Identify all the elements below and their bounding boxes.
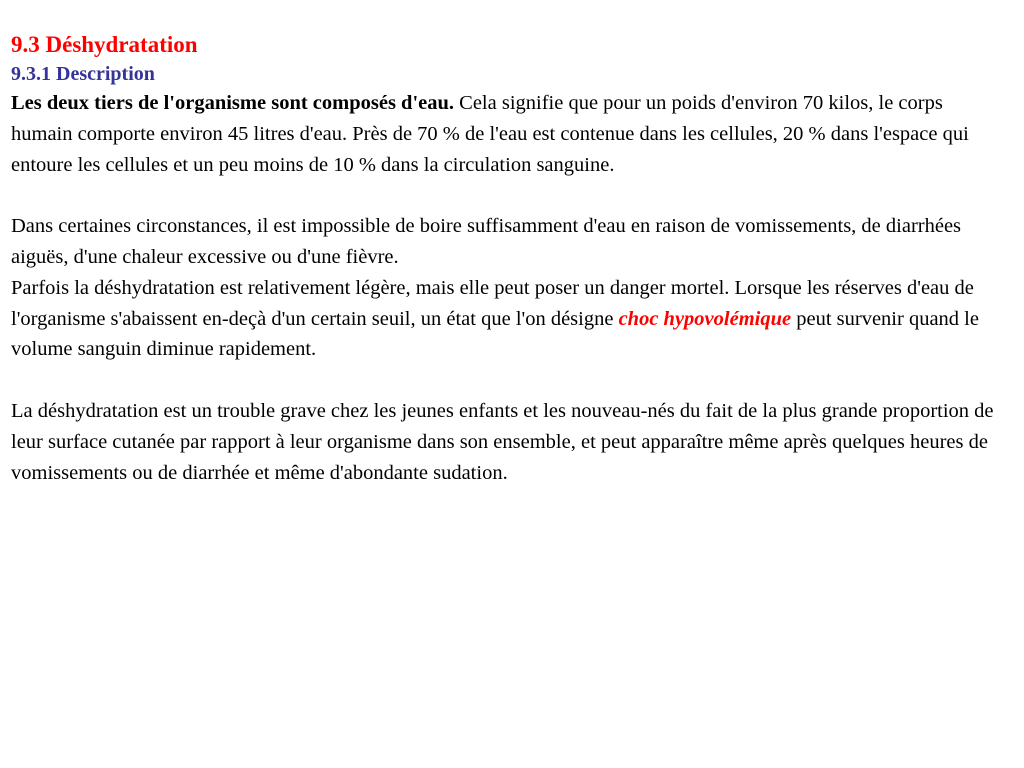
paragraph-circumstances: Dans certaines circonstances, il est impossible de boire suffisamment d'eau en raison de vomissements, de diarrhées aiguës, d'une chaleur excessive ou d'une fièvre.	[11, 215, 962, 268]
paragraph-lead-sentence: Les deux tiers de l'organisme sont composés d'eau.	[11, 92, 455, 114]
paragraph-danger-text-end: peut survenir quand le volume sanguin diminue rapidement.	[11, 307, 979, 361]
document-page	[11, 30, 1011, 488]
subsection-title: 9.3.1 Description	[11, 63, 155, 85]
paragraph-danger	[11, 273, 1006, 365]
paragraph-danger-text-start: Parfois la déshydratation est relativement légère, mais elle peut poser un danger mortel. Lorsque les réserves d'eau de l'organisme s'abaissent en-deçà d'un certain seuil, un état que l'on désigne	[11, 276, 974, 330]
paragraph-body-text: Cela signifie que pour un poids d'environ 70 kilos, le corps humain comporte environ 45 litres d'eau. Près de 70 % de l'eau est contenue dans les cellules, 20 % dans l'espace qui entoure les cellules et un peu moins de 10 % dans la circulation sanguine.	[11, 92, 969, 176]
paragraph-spacer	[11, 365, 1011, 396]
paragraph-spacer	[11, 180, 1011, 211]
section-title: 9.3 Déshydratation	[11, 32, 198, 57]
highlighted-term: choc hypovolémique	[618, 307, 792, 330]
paragraph-composition	[11, 88, 1006, 180]
paragraph-children: La déshydratation est un trouble grave chez les jeunes enfants et les nouveau-nés du fait de la plus grande proportion de leur surface cutanée par rapport à leur organisme dans son ensemble, et peut apparaître même après quelques heures de vomissements ou de diarrhée et même d'abondante sudation.	[11, 399, 994, 484]
